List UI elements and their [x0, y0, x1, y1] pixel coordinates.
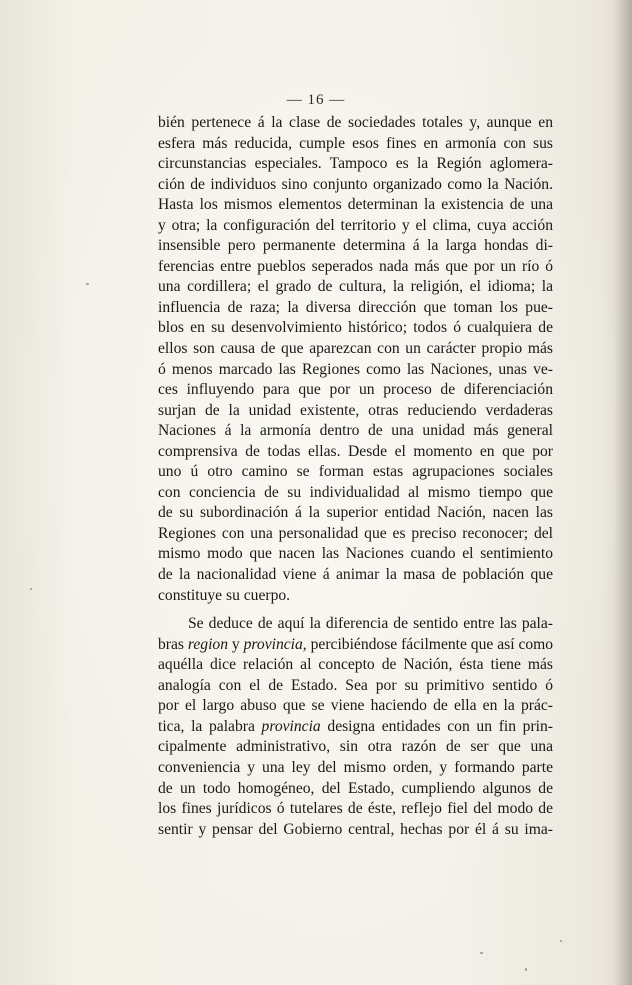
text-line: cipalmente administrativo, sin otra razón de ser que una [158, 738, 553, 756]
text-line: ferencias entre pueblos seperados nada más que por un río ó [158, 257, 553, 275]
text-line: una cordillera; el grado de cultura, la religión, el idioma; la [158, 278, 553, 296]
text-line: bién pertenece á la clase de sociedades totales y, aunque en [158, 114, 553, 131]
italic-term-provincia: provincia, [243, 635, 307, 653]
text-line: los fines jurídicos ó tutelares de éste, reflejo fiel del modo de [158, 800, 553, 818]
text-line: surjan de la unidad existente, otras reduciendo verdaderas [158, 401, 553, 419]
paper-speck [525, 968, 527, 971]
text-line: uno ú otro camino se forman estas agrupaciones sociales [158, 463, 553, 481]
paragraph-2 [158, 614, 553, 840]
text-line: sentir y pensar del Gobierno central, hechas por él á su ima- [158, 820, 553, 838]
text-line: esfera más reducida, cumple esos fines en armonía con sus [158, 134, 553, 152]
text-line: ces influyendo para que por un proceso de diferenciación [158, 381, 553, 399]
italic-term-region: region [187, 635, 229, 653]
page-number: — 16 — [286, 92, 346, 108]
body-text [158, 113, 553, 840]
paper-speck [86, 283, 89, 285]
text-line: Hasta los mismos elementos determinan la existencia de una [158, 196, 553, 214]
text-line: de la nacionalidad viene á animar la masa de población que [158, 566, 553, 584]
text-fragment: designa entidades con un fin prin- [320, 717, 553, 735]
text-line: ellos son causa de que aparezcan con un carácter propio más [158, 340, 553, 358]
text-line: constituye su cuerpo. [158, 586, 291, 604]
text-line: analogía con el de Estado. Sea por su primitivo sentido ó [158, 676, 553, 694]
text-line: con conciencia de su individualidad al mismo tiempo que [158, 483, 553, 501]
text-line [158, 717, 553, 738]
paragraph-1 [158, 113, 553, 606]
text-line: de un todo homogéneo, del Estado, cumpliendo algunos de [158, 779, 553, 797]
paper-speck [480, 952, 483, 954]
text-line: circunstancias especiales. Tampoco es la Región aglomera- [158, 155, 553, 173]
text-line: y otra; la configuración del territorio y el clima, cuya acción [158, 216, 553, 234]
text-line: insensible pero permanente determina á la larga hondas di- [158, 237, 553, 255]
text-line: de su subordinación á la superior entidad Nación, nacen las [158, 504, 553, 522]
text-line: comprensiva de todas ellas. Desde el momento en que por [158, 442, 553, 460]
text-line: aquélla dice relación al concepto de Nación, ésta tiene más [158, 656, 553, 674]
text-line: ción de individuos sino conjunto organizado como la Nación. [158, 175, 553, 193]
paper-speck [30, 588, 32, 590]
italic-term-provincia: provincia [261, 717, 321, 735]
text-line: Se deduce de aquí la diferencia de sentido entre las pala- [188, 615, 553, 633]
text-line: ó menos marcado las Regiones como las Naciones, unas ve- [158, 360, 553, 378]
text-fragment: tica, la palabra [158, 717, 262, 735]
text-line: Naciones á la armonía dentro de una unidad más general [158, 422, 553, 440]
text-line: mismo modo que nacen las Naciones cuando el sentimiento [158, 545, 553, 563]
text-line: por el largo abuso que se viene haciendo de ella en la prác- [158, 697, 553, 715]
text-fragment: y [228, 635, 244, 653]
text-fragment: bras [158, 635, 188, 653]
page-edge-shadow [614, 0, 632, 985]
text-line: Regiones con una personalidad que es preciso reconocer; del [158, 524, 553, 542]
text-line: influencia de raza; la diversa dirección que toman los pue- [158, 298, 553, 316]
text-line [158, 635, 553, 656]
paper-speck [560, 940, 562, 942]
text-line: blos en su desenvolvimiento histórico; todos ó cualquiera de [158, 319, 553, 337]
text-line: conveniencia y una ley del mismo orden, y formando parte [158, 758, 553, 776]
text-fragment: percibiéndose fácilmente que así como [306, 635, 554, 653]
